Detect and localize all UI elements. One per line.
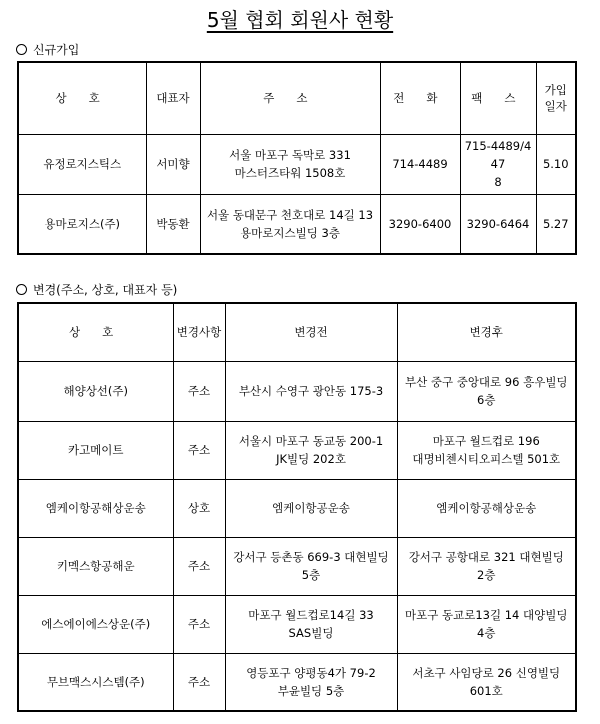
table-row xyxy=(18,361,576,421)
cell-name: 키멕스항공해운 xyxy=(18,537,173,595)
cell-join-date: 5.10 xyxy=(536,134,576,194)
new-members-table xyxy=(17,61,577,255)
col-header-address: 주 소 xyxy=(200,62,380,134)
cell-name: 해양상선(주) xyxy=(18,361,173,421)
member-changes-table xyxy=(17,302,577,712)
section-changes xyxy=(16,282,177,298)
col-header-before: 변경전 xyxy=(225,303,397,361)
table-row xyxy=(18,479,576,537)
cell-after: 마포구 동교로13길 14 대양빌딩 4층 xyxy=(397,595,576,653)
col-header-name: 상 호 xyxy=(18,303,173,361)
table-row xyxy=(18,134,576,194)
cell-name: 용마로지스(주) xyxy=(18,194,146,254)
cell-change-type: 주소 xyxy=(173,595,225,653)
cell-name: 카고메이트 xyxy=(18,421,173,479)
cell-before: 강서구 등촌동 669-3 대현빌딩 5층 xyxy=(225,537,397,595)
cell-name: 엠케이항공해상운송 xyxy=(18,479,173,537)
circle-bullet-icon xyxy=(16,44,27,55)
cell-fax: 3290-6464 xyxy=(460,194,536,254)
col-header-fax: 팩 스 xyxy=(460,62,536,134)
col-header-join-date: 가입 일자 xyxy=(536,62,576,134)
cell-ceo: 박동환 xyxy=(146,194,200,254)
table-row xyxy=(18,194,576,254)
col-header-change-type: 변경사항 xyxy=(173,303,225,361)
cell-before: 엠케이항공운송 xyxy=(225,479,397,537)
section-label: 변경(주소, 상호, 대표자 등) xyxy=(33,283,178,297)
cell-ceo: 서미향 xyxy=(146,134,200,194)
col-header-phone: 전 화 xyxy=(380,62,460,134)
cell-phone: 3290-6400 xyxy=(380,194,460,254)
section-label: 신규가입 xyxy=(33,43,80,57)
section-new-members xyxy=(16,42,79,58)
table-header-row xyxy=(18,62,576,134)
cell-change-type: 주소 xyxy=(173,361,225,421)
cell-before: 부산시 수영구 광안동 175-3 xyxy=(225,361,397,421)
cell-name: 유정로지스틱스 xyxy=(18,134,146,194)
table-row xyxy=(18,421,576,479)
col-header-ceo: 대표자 xyxy=(146,62,200,134)
cell-change-type: 주소 xyxy=(173,421,225,479)
col-header-after: 변경후 xyxy=(397,303,576,361)
circle-bullet-icon xyxy=(16,284,27,295)
cell-address: 서울 동대문구 천호대로 14길 13 용마로지스빌딩 3층 xyxy=(200,194,380,254)
cell-before: 영등포구 양평동4가 79-2 부윤빌딩 5층 xyxy=(225,653,397,711)
col-header-name: 상 호 xyxy=(18,62,146,134)
cell-name: 에스에이에스상운(주) xyxy=(18,595,173,653)
cell-before: 마포구 월드컵로14길 33 SAS빌딩 xyxy=(225,595,397,653)
page-title: 5월 협회 회원사 현황 xyxy=(206,8,394,32)
cell-address: 서울 마포구 독막로 331 마스터즈타워 1508호 xyxy=(200,134,380,194)
cell-fax: 715-4489/447 8 xyxy=(460,134,536,194)
cell-after: 강서구 공항대로 321 대현빌딩 2층 xyxy=(397,537,576,595)
table-row xyxy=(18,537,576,595)
cell-before: 서울시 마포구 동교동 200-1 JK빌딩 202호 xyxy=(225,421,397,479)
cell-after: 마포구 월드컵로 196 대명비첸시티오피스텔 501호 xyxy=(397,421,576,479)
cell-after: 엠케이항공해상운송 xyxy=(397,479,576,537)
cell-name: 무브맥스시스템(주) xyxy=(18,653,173,711)
table-header-row xyxy=(18,303,576,361)
table-row xyxy=(18,595,576,653)
cell-after: 부산 중구 중앙대로 96 흥우빌딩 6층 xyxy=(397,361,576,421)
cell-change-type: 주소 xyxy=(173,537,225,595)
cell-change-type: 주소 xyxy=(173,653,225,711)
cell-join-date: 5.27 xyxy=(536,194,576,254)
cell-after: 서초구 사임당로 26 신영빌딩 601호 xyxy=(397,653,576,711)
table-row xyxy=(18,653,576,711)
cell-change-type: 상호 xyxy=(173,479,225,537)
cell-phone: 714-4489 xyxy=(380,134,460,194)
